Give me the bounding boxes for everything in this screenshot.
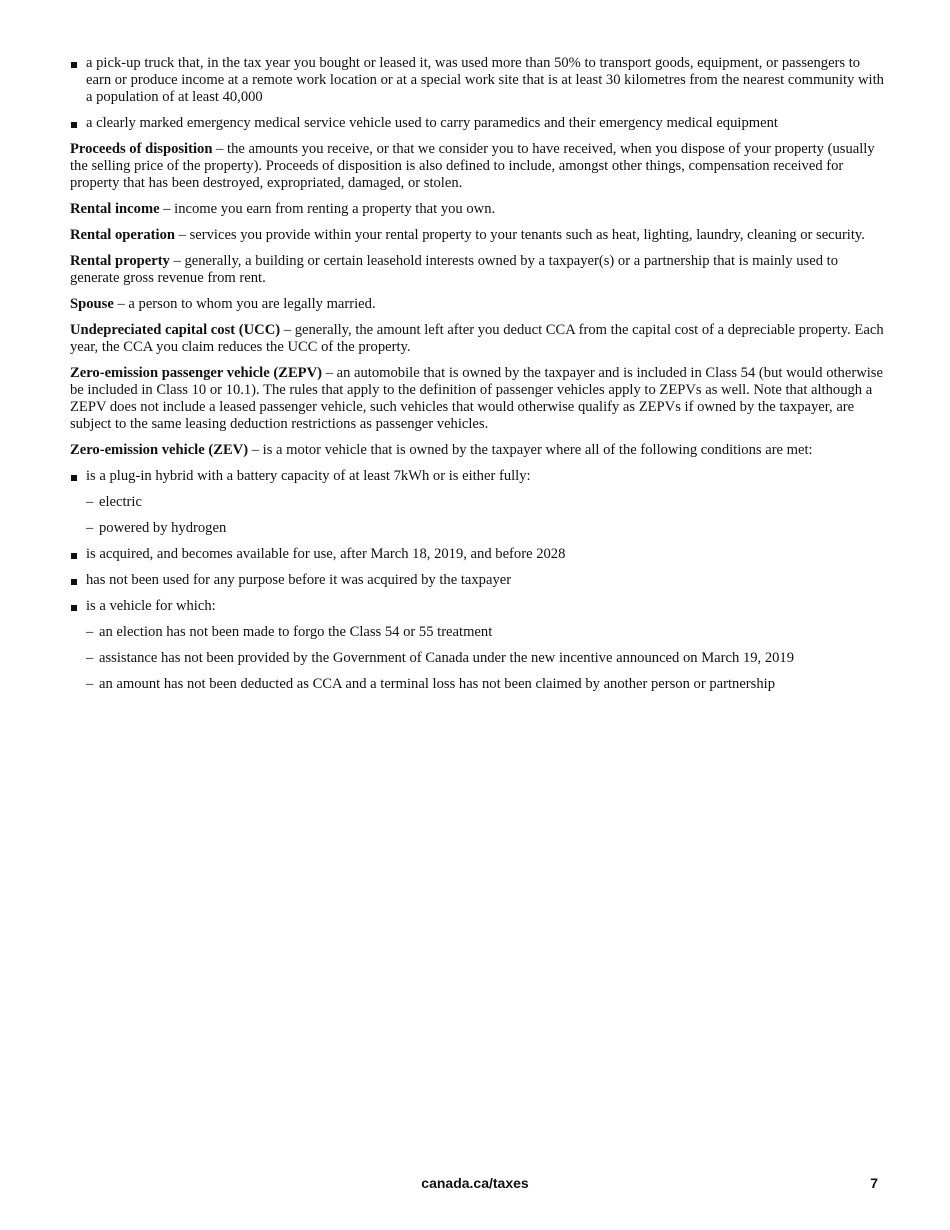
sub-list-item [70, 624, 885, 641]
definition-term: Undepreciated capital cost (UCC) [70, 322, 281, 338]
list-item-text: a clearly marked emergency medical service vehicle used to carry paramedics and their emergency medical equipment [86, 115, 778, 131]
sub-list-item-text: powered by hydrogen [99, 520, 227, 536]
dash-bullet-icon: – [86, 520, 94, 536]
dash-bullet-icon: – [86, 676, 94, 692]
footer-url[interactable]: canada.ca/taxes [421, 1175, 529, 1191]
list-item-text: is a plug-in hybrid with a battery capacity of at least 7kWh or is either fully: [86, 468, 531, 484]
definition-text: – services you provide within your rental property to your tenants such as heat, lighting, laundry, cleaning or security. [175, 227, 865, 243]
definition-proceeds-of-disposition [70, 141, 885, 192]
sub-list-item [70, 676, 885, 693]
definition-term: Proceeds of disposition [70, 141, 213, 157]
square-bullet-icon [71, 579, 77, 585]
definition-term: Zero-emission vehicle (ZEV) [70, 442, 249, 458]
list-item [70, 55, 885, 106]
list-item [70, 572, 885, 589]
square-bullet-icon [71, 605, 77, 611]
sub-list-item-text: assistance has not been provided by the Government of Canada under the new incentive announced on March 19, 2019 [99, 650, 795, 666]
definition-text: – generally, the amount left after you deduct CCA from the capital cost of a depreciable property. Each year, the CCA you claim reduces the UCC of the property. [70, 322, 884, 355]
document-body [70, 55, 885, 702]
list-item-text: is acquired, and becomes available for use, after March 18, 2019, and before 2028 [86, 546, 566, 562]
definition-zepv [70, 365, 885, 433]
definition-text: – the amounts you receive, or that we consider you to have received, when you dispose of your property (usually the selling price of the property). Proceeds of disposition is also defined to include, amongst other things, compensation received for property that has been destroyed, expropriated, damaged, or stolen. [70, 141, 875, 191]
definition-rental-operation [70, 227, 885, 244]
definition-ucc [70, 322, 885, 356]
list-item-text: is a vehicle for which: [86, 598, 216, 614]
square-bullet-icon [71, 122, 77, 128]
definition-term: Spouse [70, 296, 114, 312]
definition-text: – generally, a building or certain leasehold interests owned by a taxpayer(s) or a partnership that is mainly used to generate gross revenue from rent. [70, 253, 838, 286]
list-item-text: has not been used for any purpose before it was acquired by the taxpayer [86, 572, 512, 588]
list-item [70, 546, 885, 563]
definition-spouse [70, 296, 885, 313]
sub-list-item [70, 494, 885, 511]
definition-rental-property [70, 253, 885, 287]
definition-text: – an automobile that is owned by the taxpayer and is included in Class 54 (but would otherwise be included in Class 10 or 10.1). The rules that apply to the definition of passenger vehicles apply to ZEPVs as well. Note that although a ZEPV does not include a leased passenger vehicle, such vehicles that would otherwise qualify as ZEPVs if owned by the taxpayer, are subject to the same leasing deduction restrictions as passenger vehicles. [70, 365, 883, 432]
list-item [70, 468, 885, 485]
sub-list-item-text: an amount has not been deducted as CCA and a terminal loss has not been claimed by another person or partnership [99, 676, 775, 692]
dash-bullet-icon: – [86, 494, 94, 510]
list-item [70, 598, 885, 615]
sub-list-item-text: an election has not been made to forgo the Class 54 or 55 treatment [99, 624, 493, 640]
dash-bullet-icon: – [86, 650, 94, 666]
definition-term: Rental operation [70, 227, 175, 243]
definition-rental-income [70, 201, 885, 218]
definition-text: – income you earn from renting a property that you own. [159, 201, 496, 217]
square-bullet-icon [71, 62, 77, 68]
sub-list-item-text: electric [99, 494, 142, 510]
definition-zev [70, 442, 840, 459]
page-number: 7 [870, 1175, 878, 1191]
definition-term: Rental income [70, 201, 160, 217]
square-bullet-icon [71, 475, 77, 481]
list-item [70, 115, 885, 132]
sub-list-item [70, 650, 885, 667]
sub-list-item [70, 520, 885, 537]
list-item-text: a pick-up truck that, in the tax year you bought or leased it, was used more than 50% to transport goods, equipment, or passengers to earn or produce income at a remote work location or at a special work site that is at least 30 kilometres from the nearest community with a population of at least 40,000 [86, 55, 884, 105]
definition-text: – is a motor vehicle that is owned by the taxpayer where all of the following conditions are met: [248, 442, 813, 458]
square-bullet-icon [71, 553, 77, 559]
definition-text: – a person to whom you are legally married. [113, 296, 376, 312]
definition-term: Zero-emission passenger vehicle (ZEPV) [70, 365, 322, 381]
definition-term: Rental property [70, 253, 170, 269]
dash-bullet-icon: – [86, 624, 94, 640]
